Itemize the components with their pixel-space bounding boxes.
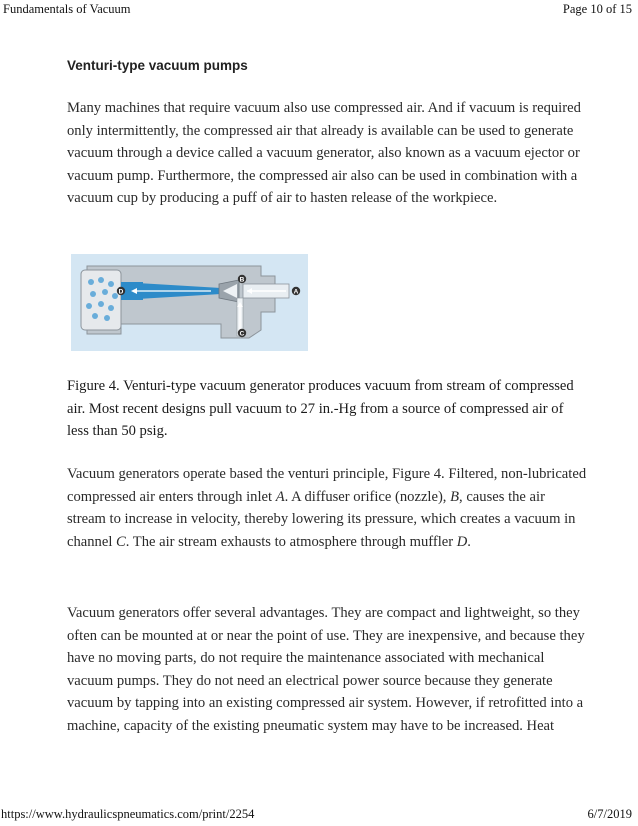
p2-nozzle-b: B (450, 488, 460, 505)
label-a: A (293, 288, 299, 296)
p2-inlet-a: A (275, 488, 285, 505)
figure-caption: Figure 4. Venturi-type vacuum generator produces vacuum from stream of compressed air. Most recent designs pull vacuum to 27 in.-Hg from a source of compressed air of less than 50 psig. (67, 378, 574, 440)
venturi-diagram (71, 254, 308, 351)
label-d: D (118, 288, 124, 296)
footer-url[interactable]: https://www.hydraulicspneumatics.com/print/2254 (1, 807, 255, 821)
paragraph-intro: Many machines that require vacuum also use compressed air. And if vacuum is required only intermittently, the compressed air that already is available can be used to generate vacuum through a device called a vacuum generator, also known as a vacuum ejector or vacuum pump. Furthermore, the compressed air also can be used in combination with a vacuum cup by producing a puff of air to hasten release of the workpiece. (67, 100, 581, 207)
p2-text-1: Vacuum generators operate based the venturi principle, Figure 4. Filtered, non-lubricated compressed air enters through inlet (67, 466, 587, 505)
p2-text-4: . The air stream exhausts to atmosphere through muffler (125, 533, 457, 550)
header-doc-title: Fundamentals of Vacuum (3, 2, 131, 16)
label-b: B (239, 276, 245, 284)
p2-text-5: . (467, 533, 471, 550)
section-heading: Venturi-type vacuum pumps (67, 58, 248, 73)
p2-channel-c: C (116, 533, 126, 550)
header-page-number: Page 10 of 15 (562, 2, 632, 16)
p2-muffler-d: D (456, 533, 468, 550)
venturi-figure (71, 254, 308, 351)
footer-date: 6/7/2019 (587, 807, 632, 821)
label-c: C (239, 330, 245, 338)
p2-text-3: , causes the air stream to increase in velocity, thereby lowering its pressure, which creates a vacuum in channel (67, 488, 576, 550)
paragraph-advantages: Vacuum generators offer several advantages. They are compact and lightweight, so they often can be mounted at or near the point of use. They are inexpensive, and because they have no moving parts, do not require the maintenance associated with mechanical vacuum pumps. They do not need an electrical power source because they generate vacuum by tapping into an existing compressed air system. However, if retrofitted into a machine, capacity of the existing pneumatic system may have to be increased. Heat (67, 605, 585, 734)
paragraph-venturi-principle (67, 463, 587, 553)
p2-text-2: . A diffuser orifice (nozzle), (284, 488, 451, 505)
